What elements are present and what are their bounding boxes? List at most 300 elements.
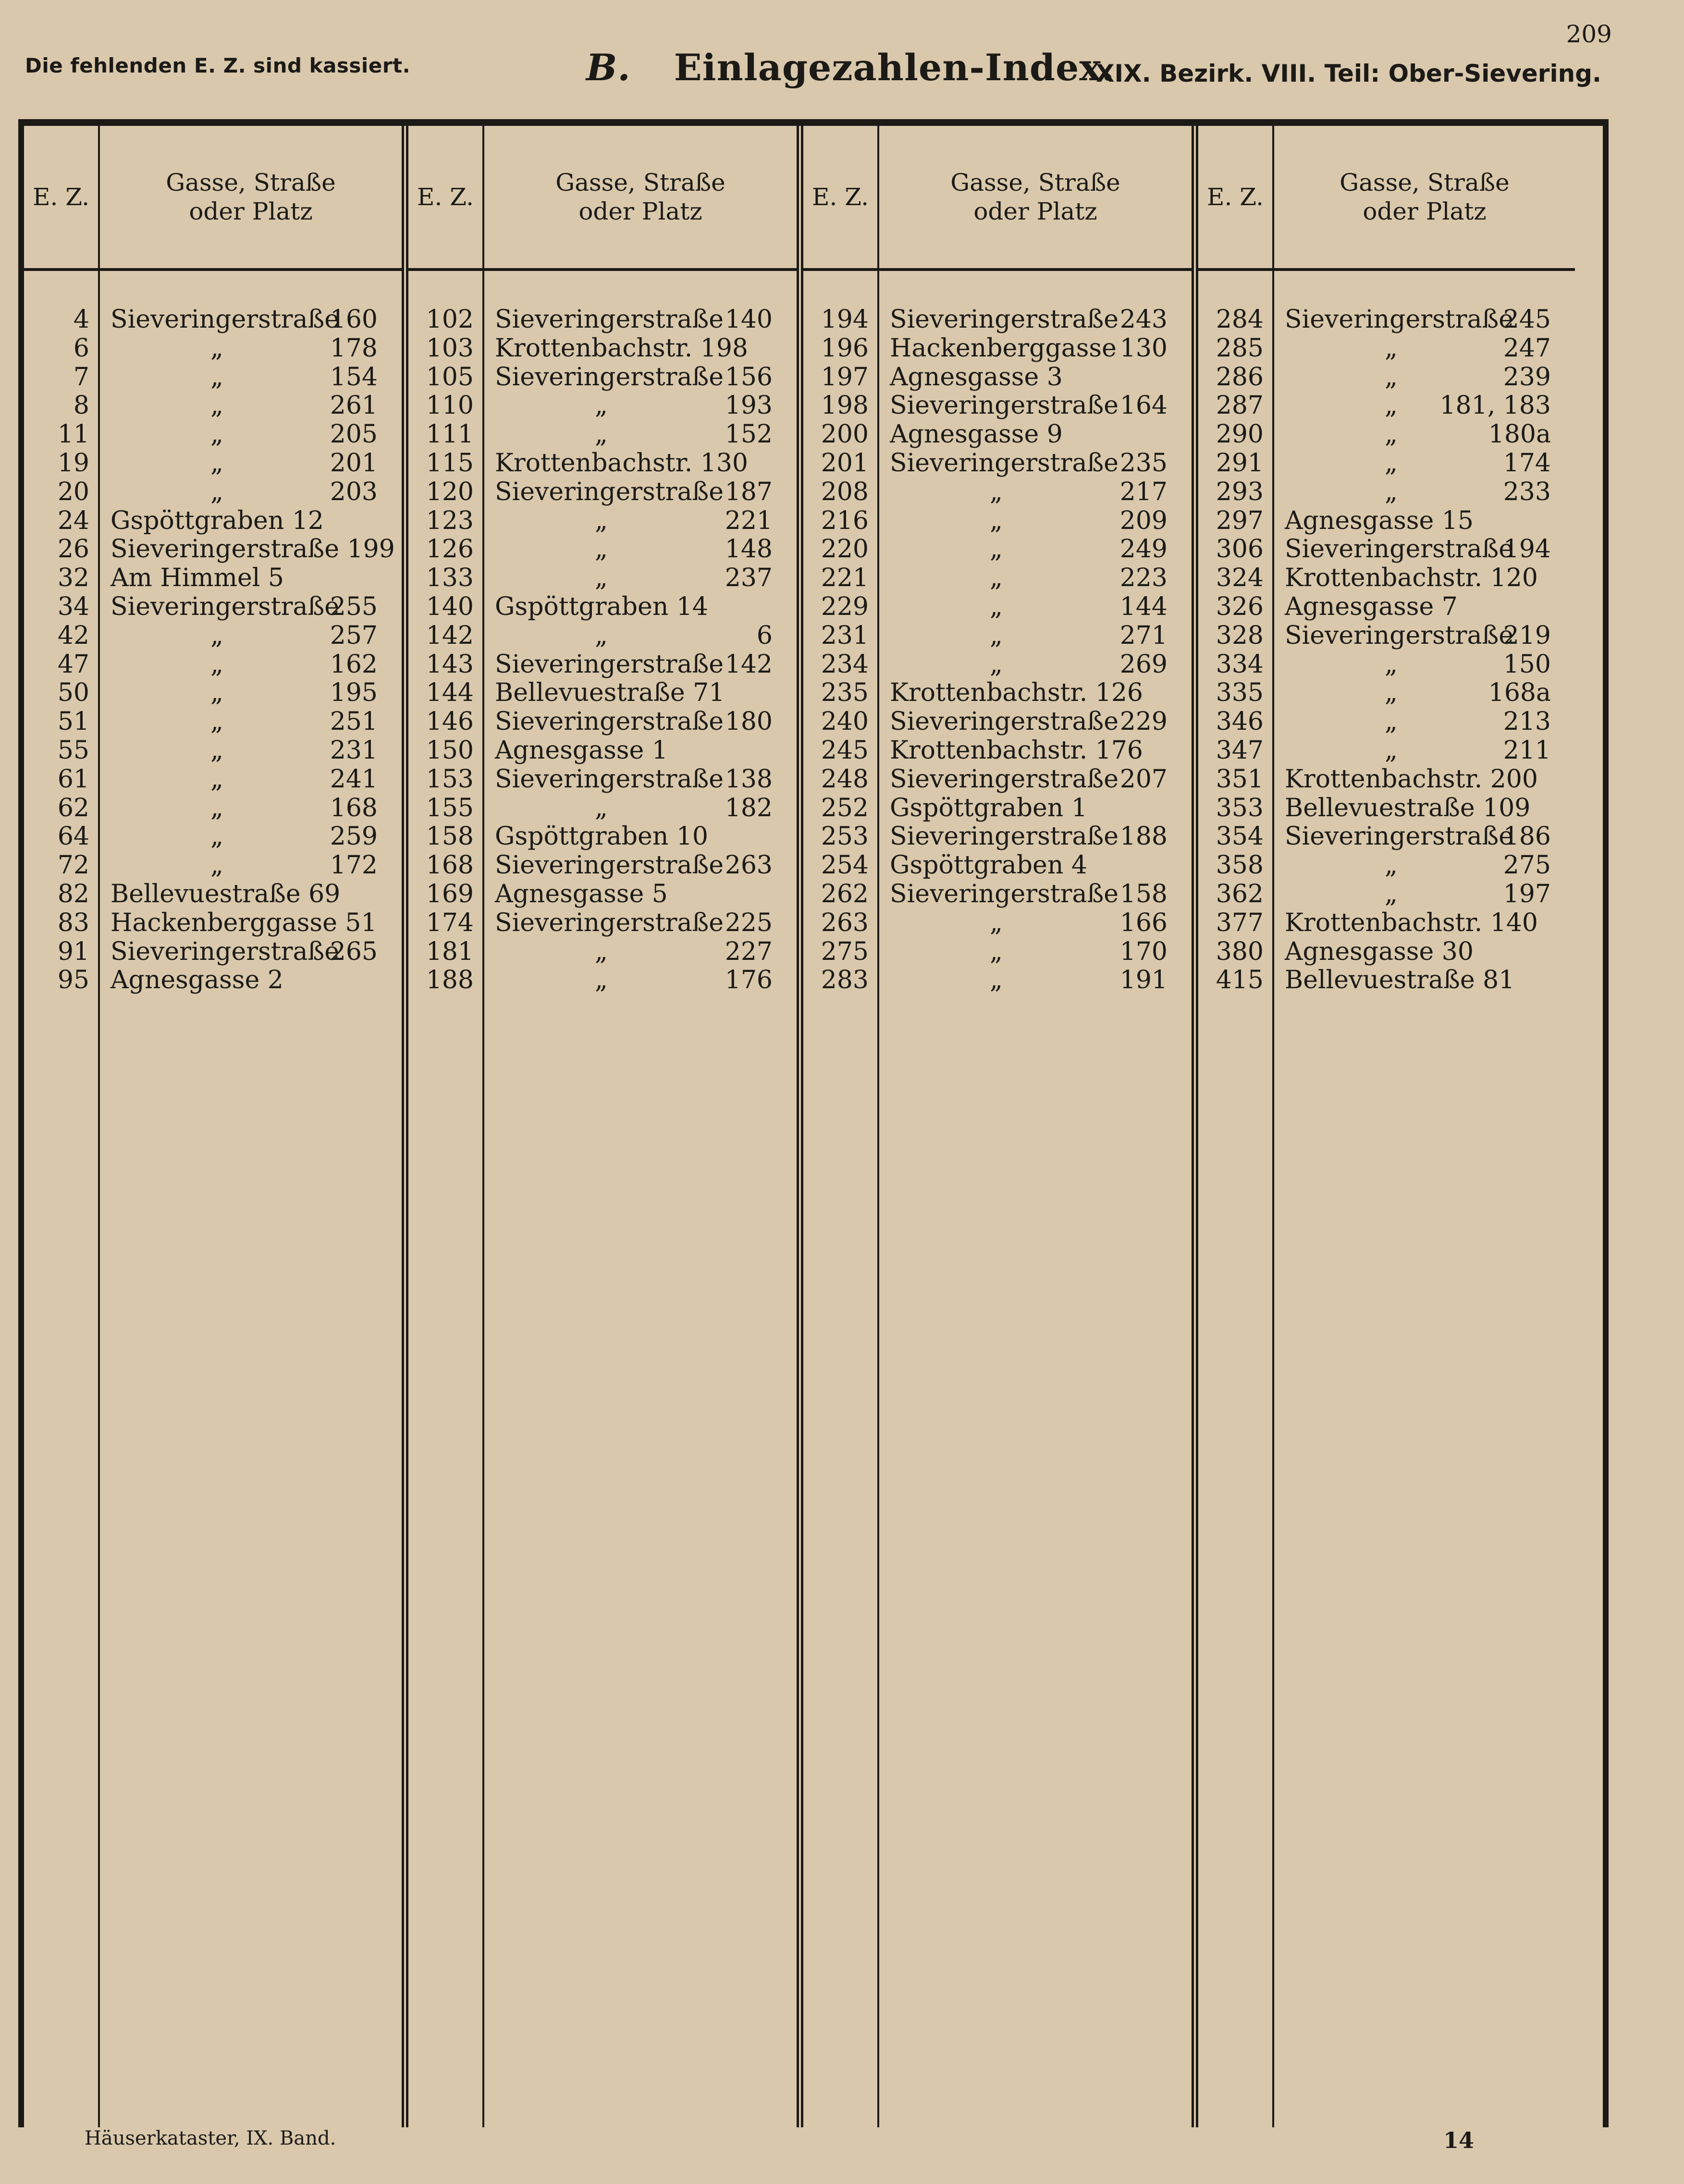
street-name: Agnesgasse 3 — [890, 362, 1063, 392]
house-number: 205 — [330, 420, 378, 449]
house-number: 221 — [725, 506, 773, 535]
table-row — [879, 708, 1192, 736]
ditto-mark: „ — [210, 678, 223, 708]
ez-cell: 103 — [426, 333, 474, 363]
ez-cell: 283 — [821, 966, 869, 995]
house-number: 219 — [1503, 621, 1551, 650]
street-name: Sieveringerstraße 199 — [111, 535, 395, 564]
ditto-mark: „ — [210, 851, 223, 880]
house-number: 187 — [725, 477, 773, 506]
ditto-mark: „ — [990, 650, 1003, 679]
house-number: 213 — [1503, 707, 1551, 736]
ez-cell: 19 — [57, 448, 89, 478]
ez-cell: 354 — [1216, 822, 1264, 851]
street-name: Sieveringerstraße — [890, 391, 1119, 420]
street-name: Agnesgasse 9 — [890, 420, 1063, 449]
ez-cell: 231 — [821, 621, 869, 650]
house-number: 245 — [1503, 305, 1551, 334]
ditto-mark: „ — [210, 621, 223, 650]
house-number: 176 — [725, 966, 773, 995]
house-number: 180 — [725, 707, 773, 736]
house-number: 154 — [330, 362, 378, 392]
ditto-mark: „ — [990, 966, 1003, 995]
table-row — [1274, 909, 1575, 938]
ez-cell: 11 — [57, 420, 89, 449]
table-row — [100, 909, 402, 938]
house-number: 181, 183 — [1439, 391, 1551, 420]
street-name: Sieveringerstraße — [495, 650, 724, 679]
street-name: Hackenberggasse 51 — [111, 908, 377, 937]
ditto-mark: „ — [595, 391, 608, 420]
house-number: 160 — [330, 305, 378, 334]
table-row — [879, 851, 1192, 880]
house-number: 261 — [330, 391, 378, 420]
house-number: 188 — [1119, 822, 1168, 851]
house-number: 225 — [725, 908, 773, 937]
street-header-line1: Gasse, Straße — [950, 169, 1120, 196]
ez-cell: 346 — [1216, 707, 1264, 736]
street-column — [879, 126, 1192, 2127]
ez-cell: 275 — [821, 937, 869, 966]
ditto-mark: „ — [1385, 333, 1398, 363]
street-name: Gspöttgraben 12 — [111, 506, 324, 535]
house-number: 193 — [725, 391, 773, 420]
ditto-mark: „ — [1385, 736, 1398, 765]
street-header-line1: Gasse, Straße — [555, 169, 725, 196]
ez-cell: 235 — [821, 678, 869, 708]
ez-cell: 181 — [426, 937, 474, 966]
ez-cell: 220 — [821, 535, 869, 564]
table-row — [484, 909, 797, 938]
house-number: 142 — [725, 650, 773, 679]
house-number: 6 — [756, 621, 773, 650]
street-header-line2: oder Platz — [189, 197, 313, 225]
house-number: 259 — [330, 822, 378, 851]
ditto-mark: „ — [990, 937, 1003, 966]
ez-cell: 221 — [821, 564, 869, 593]
ditto-mark: „ — [990, 477, 1003, 506]
ditto-mark: „ — [1385, 362, 1398, 392]
street-name: Krottenbachstr. 120 — [1285, 564, 1538, 593]
ditto-mark: „ — [990, 535, 1003, 564]
street-name: Krottenbachstr. 198 — [495, 333, 749, 363]
ditto-mark: „ — [595, 564, 608, 593]
table-row — [484, 535, 797, 564]
ez-cell: 20 — [57, 477, 89, 506]
ditto-mark: „ — [1385, 879, 1398, 908]
ez-cell: 51 — [57, 707, 89, 736]
house-number: 207 — [1119, 764, 1168, 794]
table-row — [100, 622, 402, 650]
ez-cell: 335 — [1216, 678, 1264, 708]
table-row — [100, 334, 402, 363]
ditto-mark: „ — [210, 764, 223, 794]
table-row — [100, 392, 402, 420]
table-section — [24, 126, 402, 2127]
table-row — [879, 938, 1192, 967]
house-number: 231 — [330, 736, 378, 765]
street-header-line2: oder Platz — [973, 197, 1097, 225]
ditto-mark: „ — [595, 506, 608, 535]
table-row — [484, 622, 797, 650]
ez-cell: 50 — [57, 678, 89, 708]
table-row — [879, 507, 1192, 536]
table-row — [1274, 880, 1575, 909]
ez-cell: 245 — [821, 736, 869, 765]
table-row — [879, 564, 1192, 593]
table-row — [879, 334, 1192, 363]
table-row — [1274, 449, 1575, 478]
table-row — [1274, 392, 1575, 420]
street-name: Krottenbachstr. 130 — [495, 448, 749, 478]
table-row — [484, 966, 797, 995]
street-name: Sieveringerstraße — [495, 908, 724, 937]
page-number: 209 — [1566, 20, 1612, 48]
house-number: 144 — [1119, 592, 1168, 621]
ez-header: E. Z. — [24, 126, 98, 271]
table-row — [879, 679, 1192, 708]
house-number: 235 — [1119, 448, 1168, 478]
table-row — [100, 679, 402, 708]
ez-cell: 150 — [426, 736, 474, 765]
ez-cell: 115 — [426, 448, 474, 478]
ez-cell: 144 — [426, 678, 474, 708]
ez-cell: 263 — [821, 908, 869, 937]
house-number: 195 — [330, 678, 378, 708]
street-column — [100, 126, 402, 2127]
ez-cell: 95 — [57, 966, 89, 995]
table-row — [484, 334, 797, 363]
table-row — [879, 736, 1192, 765]
ditto-mark: „ — [595, 535, 608, 564]
table-row — [484, 449, 797, 478]
house-number: 211 — [1503, 736, 1551, 765]
table-row — [1274, 420, 1575, 449]
table-row — [100, 880, 402, 909]
street-header — [1274, 126, 1575, 271]
house-number: 241 — [330, 764, 378, 794]
table-row — [484, 478, 797, 507]
ez-cell: 415 — [1216, 966, 1264, 995]
ditto-mark: „ — [210, 448, 223, 478]
table-row — [879, 535, 1192, 564]
ez-cell: 254 — [821, 851, 869, 880]
table-row — [1274, 708, 1575, 736]
table-row — [1274, 966, 1575, 995]
street-name: Sieveringerstraße — [1285, 621, 1514, 650]
table-row — [100, 306, 402, 334]
street-name: Agnesgasse 5 — [495, 879, 668, 908]
house-number: 227 — [725, 937, 773, 966]
ez-cell: 353 — [1216, 793, 1264, 822]
ez-cell: 326 — [1216, 592, 1264, 621]
table-row — [100, 564, 402, 593]
ez-cell: 229 — [821, 592, 869, 621]
table-row — [879, 650, 1192, 679]
table-row — [879, 966, 1192, 995]
ez-cell: 168 — [426, 851, 474, 880]
street-name: Bellevuestraße 71 — [495, 678, 725, 708]
ez-cell: 328 — [1216, 621, 1264, 650]
table-row — [1274, 363, 1575, 392]
ez-cell: 91 — [57, 937, 89, 966]
ez-cell: 24 — [57, 506, 89, 535]
ditto-mark: „ — [1385, 650, 1398, 679]
street-name: Sieveringerstraße — [890, 448, 1119, 478]
ez-cell: 196 — [821, 333, 869, 363]
house-number: 168 — [330, 793, 378, 822]
ditto-mark: „ — [1385, 678, 1398, 708]
ez-cell: 34 — [57, 592, 89, 621]
table-row — [1274, 593, 1575, 622]
house-number: 265 — [330, 937, 378, 966]
street-header — [100, 126, 402, 271]
street-name: Agnesgasse 2 — [111, 966, 283, 995]
table-section — [1192, 126, 1575, 2127]
ez-cell: 111 — [426, 420, 474, 449]
ez-header: E. Z. — [803, 126, 877, 271]
street-name: Krottenbachstr. 126 — [890, 678, 1143, 708]
table-row — [879, 449, 1192, 478]
ez-cell: 110 — [426, 391, 474, 420]
table-row — [1274, 478, 1575, 507]
street-name: Krottenbachstr. 176 — [890, 736, 1143, 765]
ditto-mark: „ — [595, 966, 608, 995]
street-name: Sieveringerstraße — [495, 362, 724, 392]
street-name: Sieveringerstraße — [890, 305, 1119, 334]
house-number: 257 — [330, 621, 378, 650]
street-name: Sieveringerstraße — [1285, 305, 1514, 334]
table-row — [100, 478, 402, 507]
ez-cell: 142 — [426, 621, 474, 650]
table-row — [484, 392, 797, 420]
house-number: 152 — [725, 420, 773, 449]
house-number: 162 — [330, 650, 378, 679]
house-number: 174 — [1503, 448, 1551, 478]
table-row — [100, 449, 402, 478]
house-number: 269 — [1119, 650, 1168, 679]
ez-cell: 200 — [821, 420, 869, 449]
ez-cell: 7 — [73, 362, 89, 392]
house-number: 166 — [1119, 908, 1168, 937]
street-name: Sieveringerstraße — [890, 764, 1119, 794]
table-row — [1274, 679, 1575, 708]
ez-cell: 290 — [1216, 420, 1264, 449]
ez-cell: 234 — [821, 650, 869, 679]
ez-cell: 347 — [1216, 736, 1264, 765]
street-header — [484, 126, 797, 271]
street-name: Gspöttgraben 10 — [495, 822, 709, 851]
street-header-line2: oder Platz — [1363, 197, 1487, 225]
header-note-left: Die fehlenden E. Z. sind kassiert. — [25, 54, 411, 77]
street-name: Bellevuestraße 81 — [1285, 966, 1515, 995]
table-row — [484, 593, 797, 622]
house-number: 150 — [1503, 650, 1551, 679]
house-number: 164 — [1119, 391, 1168, 420]
street-name: Sieveringerstraße — [890, 879, 1119, 908]
table-row — [484, 679, 797, 708]
house-number: 182 — [725, 793, 773, 822]
ez-cell: 82 — [57, 879, 89, 908]
street-name: Agnesgasse 1 — [495, 736, 668, 765]
street-header-line1: Gasse, Straße — [166, 169, 336, 196]
table-row — [879, 765, 1192, 794]
ditto-mark: „ — [990, 621, 1003, 650]
street-name: Sieveringerstraße — [495, 477, 724, 506]
ez-cell: 252 — [821, 793, 869, 822]
table-row — [1274, 851, 1575, 880]
street-name: Agnesgasse 30 — [1285, 937, 1474, 966]
street-name: Krottenbachstr. 140 — [1285, 908, 1538, 937]
ez-cell: 83 — [57, 908, 89, 937]
ez-cell: 216 — [821, 506, 869, 535]
table-row — [879, 622, 1192, 650]
ez-cell: 358 — [1216, 851, 1264, 880]
ditto-mark: „ — [595, 937, 608, 966]
table-row — [879, 420, 1192, 449]
ez-cell: 306 — [1216, 535, 1264, 564]
table-row — [484, 564, 797, 593]
table-row — [1274, 564, 1575, 593]
footer-right: 14 — [1443, 2127, 1475, 2153]
ez-cell: 155 — [426, 793, 474, 822]
house-number: 203 — [330, 477, 378, 506]
house-number: 178 — [330, 333, 378, 363]
table-row — [879, 306, 1192, 334]
street-name: Gspöttgraben 14 — [495, 592, 709, 621]
ez-cell: 32 — [57, 564, 89, 593]
ez-cell: 262 — [821, 879, 869, 908]
ez-cell: 286 — [1216, 362, 1264, 392]
house-number: 191 — [1119, 966, 1168, 995]
table-row — [100, 420, 402, 449]
ditto-mark: „ — [1385, 477, 1398, 506]
ez-cell: 351 — [1216, 764, 1264, 794]
house-number: 130 — [1119, 333, 1168, 363]
street-name: Sieveringerstraße — [890, 822, 1119, 851]
ez-cell: 291 — [1216, 448, 1264, 478]
ez-cell: 201 — [821, 448, 869, 478]
header-note-right: XIX. Bezirk. VIII. Teil: Ober-Sievering. — [1095, 60, 1601, 87]
table-row — [100, 363, 402, 392]
house-number: 229 — [1119, 707, 1168, 736]
ditto-mark: „ — [210, 650, 223, 679]
street-name: Sieveringerstraße — [495, 707, 724, 736]
ez-cell: 146 — [426, 707, 474, 736]
ez-column — [803, 126, 879, 2127]
ditto-mark: „ — [210, 822, 223, 851]
ez-cell: 253 — [821, 822, 869, 851]
house-number: 209 — [1119, 506, 1168, 535]
ez-cell: 140 — [426, 592, 474, 621]
street-name: Krottenbachstr. 200 — [1285, 764, 1538, 794]
house-number: 271 — [1119, 621, 1168, 650]
table-row — [879, 794, 1192, 823]
ditto-mark: „ — [990, 908, 1003, 937]
ez-cell: 4 — [73, 305, 89, 334]
title-text: Einlagezahlen-Index. — [674, 46, 1115, 89]
ditto-mark: „ — [210, 362, 223, 392]
table-row — [100, 822, 402, 851]
ditto-mark: „ — [210, 333, 223, 363]
table-row — [1274, 334, 1575, 363]
street-column — [1274, 126, 1575, 2127]
ez-cell: 143 — [426, 650, 474, 679]
street-name: Sieveringerstraße — [495, 764, 724, 794]
ez-cell: 72 — [57, 851, 89, 880]
ditto-mark: „ — [1385, 707, 1398, 736]
ditto-mark: „ — [990, 592, 1003, 621]
ez-cell: 169 — [426, 879, 474, 908]
house-number: 249 — [1119, 535, 1168, 564]
street-name: Am Himmel 5 — [111, 564, 284, 593]
house-number: 170 — [1119, 937, 1168, 966]
table-row — [100, 851, 402, 880]
street-header-line1: Gasse, Straße — [1340, 169, 1510, 196]
table-row — [1274, 507, 1575, 536]
house-number: 263 — [725, 851, 773, 880]
ez-cell: 188 — [426, 966, 474, 995]
house-number: 168a — [1488, 678, 1551, 708]
table-row — [1274, 622, 1575, 650]
table-row — [879, 392, 1192, 420]
table-row — [100, 535, 402, 564]
table-section — [402, 126, 797, 2127]
ez-cell: 47 — [57, 650, 89, 679]
house-number: 251 — [330, 707, 378, 736]
ez-cell: 26 — [57, 535, 89, 564]
ez-cell: 123 — [426, 506, 474, 535]
ez-cell: 362 — [1216, 879, 1264, 908]
ez-cell: 293 — [1216, 477, 1264, 506]
street-name: Bellevuestraße 109 — [1285, 793, 1531, 822]
table-row — [1274, 535, 1575, 564]
table-row — [1274, 765, 1575, 794]
ditto-mark: „ — [1385, 851, 1398, 880]
ez-header: E. Z. — [1198, 126, 1272, 271]
house-number: 158 — [1119, 879, 1168, 908]
ditto-mark: „ — [990, 506, 1003, 535]
street-header-line2: oder Platz — [578, 197, 702, 225]
ez-cell: 8 — [73, 391, 89, 420]
table-row — [879, 880, 1192, 909]
table-row — [100, 593, 402, 622]
ez-cell: 208 — [821, 477, 869, 506]
street-name: Gspöttgraben 4 — [890, 851, 1087, 880]
street-name: Hackenberggasse — [890, 333, 1117, 363]
street-name: Sieveringerstraße — [495, 851, 724, 880]
house-number: 233 — [1503, 477, 1551, 506]
table-row — [484, 306, 797, 334]
ez-cell: 334 — [1216, 650, 1264, 679]
ez-cell: 126 — [426, 535, 474, 564]
street-name: Bellevuestraße 69 — [111, 879, 341, 908]
street-name: Sieveringerstraße — [111, 937, 340, 966]
ez-cell: 64 — [57, 822, 89, 851]
house-number: 172 — [330, 851, 378, 880]
table-section — [797, 126, 1192, 2127]
ez-cell: 62 — [57, 793, 89, 822]
ez-cell: 198 — [821, 391, 869, 420]
street-name: Sieveringerstraße — [890, 707, 1119, 736]
ditto-mark: „ — [595, 420, 608, 449]
house-number: 138 — [725, 764, 773, 794]
ez-cell: 240 — [821, 707, 869, 736]
table-row — [1274, 736, 1575, 765]
table-row — [100, 507, 402, 536]
table-row — [484, 822, 797, 851]
ditto-mark: „ — [1385, 448, 1398, 478]
